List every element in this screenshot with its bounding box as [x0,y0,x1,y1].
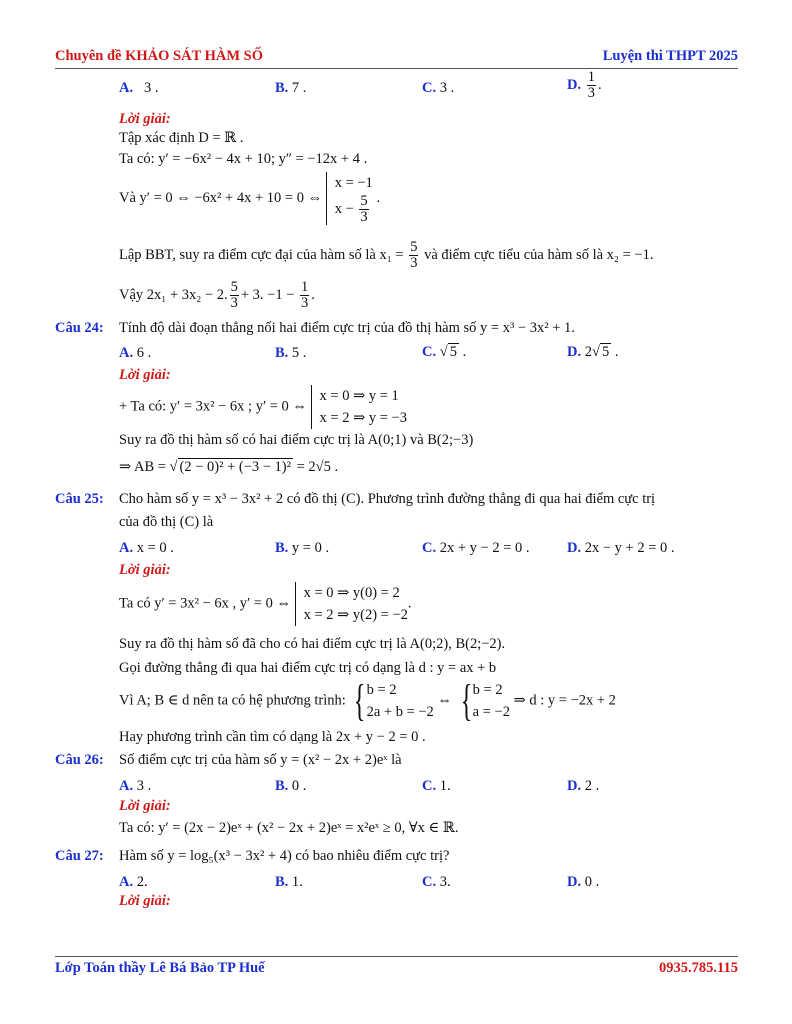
q25-system: x = 0 ⇒ y(0) = 2 x = 2 ⇒ y(2) = −2 [295,582,408,626]
q26-answer-d: D. 2 . [567,778,600,794]
q27-answer-a: A. 2. [119,874,148,890]
q25-question-2: của đồ thị (C) là [119,514,214,530]
q23-line-2: Ta có: y′ = −6x² − 4x + 10; y″ = −12x + 4 . [119,151,368,167]
q24-line-3: ⇒ AB = √ (2 − 0)² + (−3 − 1)² = 2√5 . [119,459,339,475]
footer-divider [55,956,738,957]
q23-solution-label: Lời giải: [119,111,171,127]
q25-line-4: Vì A; B ∈ d nên ta có hệ phương trình: { b = 2 2a + b = −2 ⇔ { b = 2 a = −2 ⇒ d : y = −2x + 2 [119,676,616,725]
q24-line-2: Suy ra đồ thị hàm số có hai điểm cực trị là A(0;1) và B(2;−3) [119,432,474,448]
q25-line-5: Hay phương trình cần tìm có dạng là 2x + y − 2 = 0 . [119,729,426,745]
q25-number: Câu 25: [55,491,104,507]
q26-question: Số điểm cực trị của hàm số y = (x² − 2x + 2)eˣ là [119,752,402,768]
q25-solution-label: Lời giải: [119,562,171,578]
q23-system: x = −1 x − $\frac{5}{3}$ [326,172,373,225]
q25-answer-a: A. x = 0 . [119,540,174,556]
q25-answer-b: B. y = 0 . [275,540,330,556]
q23-answer-b: B. 7 . [275,80,307,96]
q25-system-2: b = 2 2a + b = −2 [366,682,434,720]
q24-number: Câu 24: [55,320,104,336]
q26-solution-label: Lời giải: [119,798,171,814]
q23-line-3: Và y′ = 0 ⇔ −6x² + 4x + 10 = 0 ⇔ x = −1 x − $\frac{5}{3}$ . [119,172,380,225]
q25-system-3: b = 2 a = −2 [472,682,510,720]
q27-solution-label: Lời giải: [119,893,171,909]
q25-question-1: Cho hàm số y = x³ − 3x² + 2 có đồ thị (C). Phương trình đường thẳng đi qua hai điểm cực trị [119,491,656,507]
q23-answer-c: C. 3 . [422,80,455,96]
q23-answer-d: D. $\frac{1}{3}$ . [567,69,602,102]
q25-answer-d: D. 2x − y + 2 = 0 . [567,540,675,556]
q24-answer-d: D. 2√ 5 . [567,344,619,360]
q26-answer-b: B. 0 . [275,778,307,794]
header-divider [55,68,738,69]
q27-answer-d: D. 0 . [567,874,600,890]
header-subtitle: Luyện thi THPT 2025 [602,48,738,64]
q23-line-5: Vậy 2x₁ + 3x₂ − 2. $\frac{5}{3}$ + 3. −1 − $\frac{1}{3}$ . [119,279,315,312]
q24-answer-c: C. √ 5 . [422,344,467,360]
q24-question: Tính độ dài đoạn thẳng nối hai điểm cực trị của đồ thị hàm số y = x³ − 3x² + 1. [119,320,575,336]
q24-system: x = 0 ⇒ y = 1 x = 2 ⇒ y = −3 [311,385,407,429]
q27-answer-b: B. 1. [275,874,303,890]
q26-number: Câu 26: [55,752,104,768]
q25-answer-c: C. 2x + y − 2 = 0 . [422,540,530,556]
q27-number: Câu 27: [55,848,104,864]
q25-line-3: Gọi đường thẳng đi qua hai điểm cực trị có dạng là d : y = ax + b [119,660,497,676]
q24-line-1: + Ta có: y′ = 3x² − 6x ; y′ = 0 ⇔ x = 0 ⇒ y = 1 x = 2 ⇒ y = −3 [119,385,407,429]
footer-phone: 0935.785.115 [659,960,738,976]
q27-question: Hàm số y = log₅(x³ − 3x² + 4) có bao nhiêu điểm cực trị? [119,848,450,864]
q23-line-4: Lập BBT, suy ra điểm cực đại của hàm số là x₁ = $\frac{5}{3}$ và điểm cực tiểu của hàm số là x₂ = −1. [119,239,654,272]
q25-line-2: Suy ra đồ thị hàm số đã cho có hai điểm cực trị là A(0;2), B(2;−2). [119,636,506,652]
q24-answer-b: B. 5 . [275,345,307,361]
q23-answer-a: A. 3 . [119,80,159,96]
q24-answer-a: A. 6 . [119,345,152,361]
q27-answer-c: C. 3. [422,874,451,890]
q25-line-1: Ta có y′ = 3x² − 6x , y′ = 0 ⇔ x = 0 ⇒ y(0) = 2 x = 2 ⇒ y(2) = −2 . [119,582,412,626]
q26-answer-a: A. 3 . [119,778,152,794]
q24-solution-label: Lời giải: [119,367,171,383]
q23-line-1: Tập xác định D = ℝ . [119,130,244,146]
q26-answer-c: C. 1. [422,778,451,794]
q26-line-1: Ta có: y′ = (2x − 2)eˣ + (x² − 2x + 2)eˣ = x²eˣ ≥ 0, ∀x ∈ ℝ. [119,820,459,836]
footer-author: Lớp Toán thầy Lê Bá Bảo TP Huế [55,960,265,976]
header-title: Chuyên đề KHẢO SÁT HÀM SỐ [55,48,264,64]
